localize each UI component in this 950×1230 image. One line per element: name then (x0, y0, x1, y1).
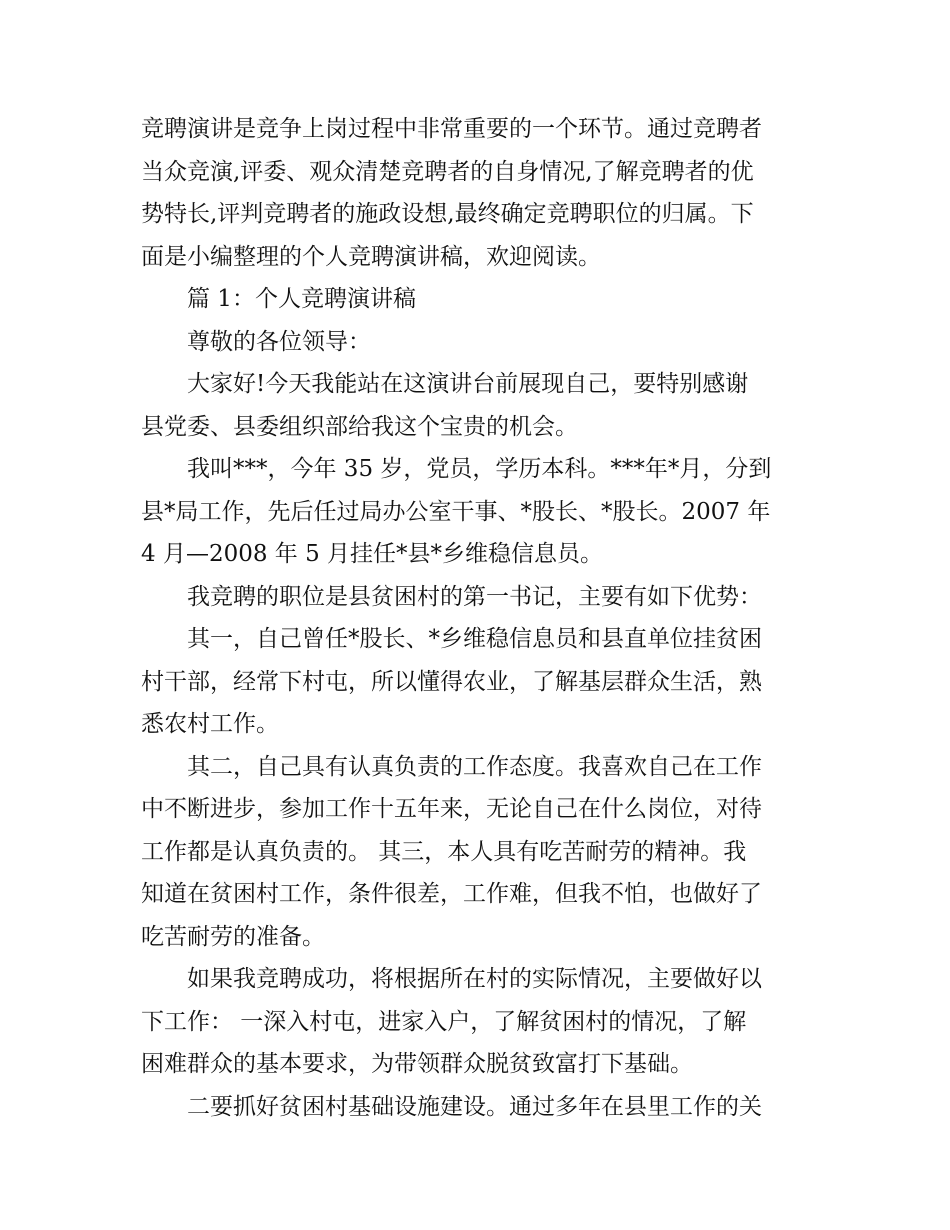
paragraph (141, 278, 811, 321)
text-line: 县*局工作，先后任过局办公室干事、*股长、*股长。2007 年 (141, 498, 771, 525)
paragraph (141, 618, 811, 746)
text-line: 尊敬的各位领导： (187, 328, 371, 355)
text-line: 其一，自己曾任*股长、*乡维稳信息员和县直单位挂贫困 (187, 626, 762, 652)
text-line: 村干部，经常下村屯，所以懂得农业，了解基层群众生活，熟 (141, 668, 762, 695)
text-line: 县党委、县委组织部给我这个宝贵的机会。 (141, 413, 578, 440)
text-line: 吃苦耐劳的准备。 (141, 923, 325, 950)
text-line: 势特长,评判竞聘者的施政设想,最终确定竞聘职位的归属。下 (141, 201, 754, 227)
paragraph (141, 363, 811, 448)
text-line: 如果我竞聘成功，将根据所在村的实际情况，主要做好以 (187, 966, 762, 992)
text-line: 我叫***，今年 35 岁，党员，学历本科。***年*月，分到 (187, 456, 772, 482)
document-body (141, 108, 811, 1128)
paragraph (141, 746, 811, 959)
text-line: 工作都是认真负责的。 其三，本人具有吃苦耐劳的精神。我 (141, 838, 747, 865)
text-line: 篇 1：个人竞聘演讲稿 (187, 286, 416, 312)
paragraph (141, 448, 811, 576)
text-line: 竞聘演讲是竞争上岗过程中非常重要的一个环节。通过竞聘者 (141, 116, 762, 142)
paragraph (141, 958, 811, 1086)
paragraph (141, 576, 811, 619)
text-line: 面是小编整理的个人竞聘演讲稿，欢迎阅读。 (141, 243, 601, 270)
text-line: 悉农村工作。 (141, 711, 279, 737)
text-line: 我竞聘的职位是县贫困村的第一书记，主要有如下优势： (187, 583, 762, 610)
text-line: 大家好!今天我能站在这演讲台前展现自己，要特别感谢 (187, 371, 749, 397)
text-line: 其二，自己具有认真负责的工作态度。我喜欢自己在工作 (187, 753, 762, 780)
text-line: 困难群众的基本要求，为带领群众脱贫致富打下基础。 (141, 1051, 693, 1077)
text-line: 当众竞演,评委、观众清楚竞聘者的自身情况,了解竞聘者的优 (141, 158, 754, 185)
paragraph (141, 1086, 811, 1129)
text-line: 知道在贫困村工作，条件很差，工作难，但我不怕，也做好了 (141, 881, 762, 907)
text-line: 4 月—2008 年 5 月挂任*县*乡维稳信息员。 (141, 541, 604, 567)
text-line: 中不断进步，参加工作十五年来，无论自己在什么岗位，对待 (141, 796, 762, 822)
text-line: 二要抓好贫困村基础设施建设。通过多年在县里工作的关 (187, 1093, 762, 1120)
paragraph (141, 108, 811, 278)
paragraph (141, 321, 811, 364)
text-line: 下工作： 一深入村屯，进家入户，了解贫困村的情况，了解 (141, 1008, 747, 1035)
